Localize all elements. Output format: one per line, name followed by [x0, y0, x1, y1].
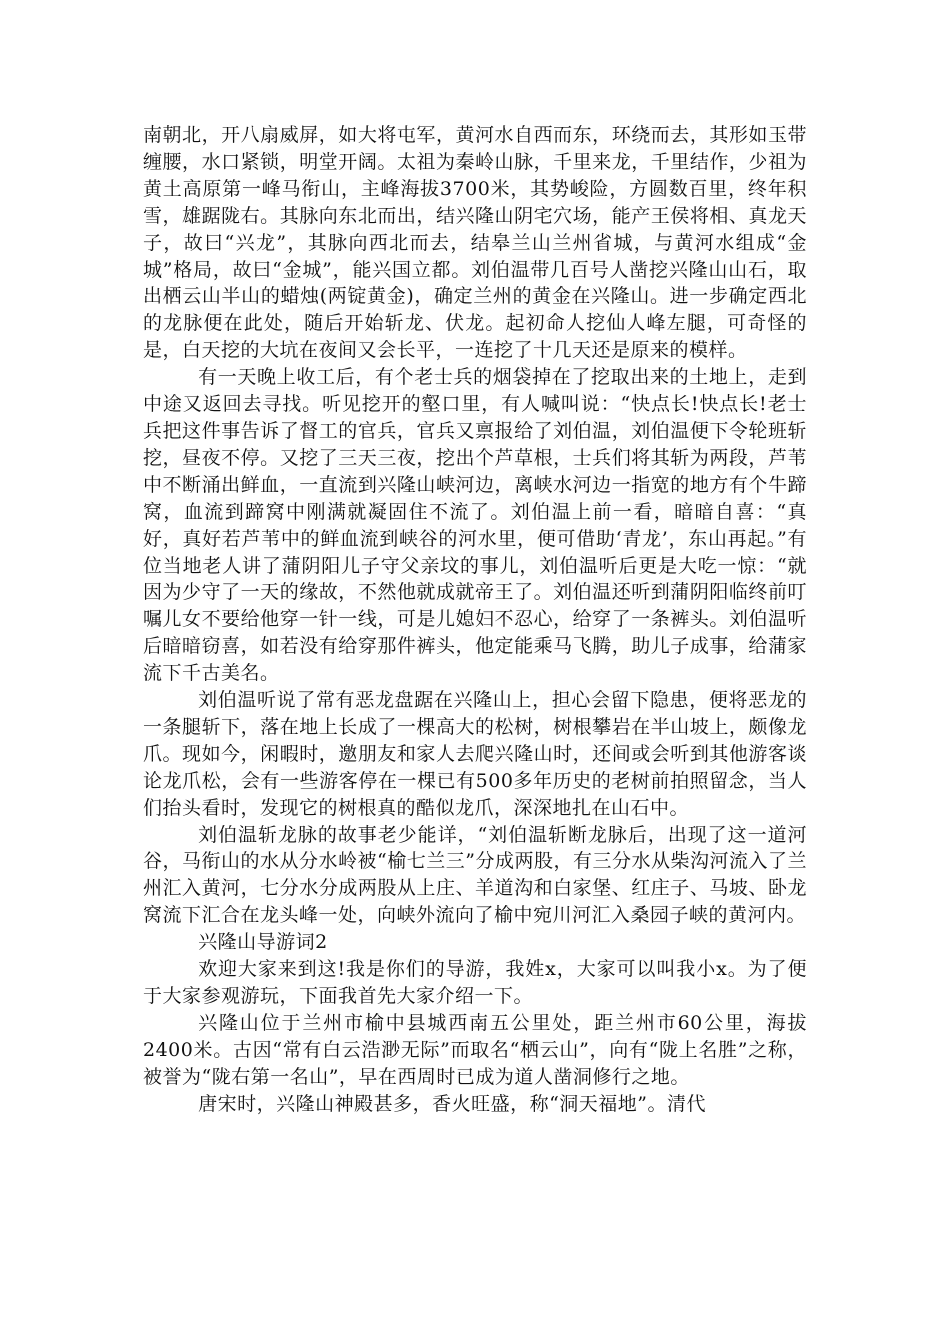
paragraph-night-story: 有一天晚上收工后，有个老士兵的烟袋掉在了挖取出来的土地上，走到中途又返回去寻找。听见挖开的壑口里，有人喊叫说：“快点长!快点长!老士兵把这件事告诉了督工的官兵，官兵又禀报给了刘伯温，刘伯温便下令轮班斩挖，昼夜不停。又挖了三天三夜，挖出个芦草根，士兵们将其斩为两段，芦苇中不断涌出鲜血，一直流到兴隆山峡河边，离峡水河边一指宽的地方有个牛蹄窝，血流到蹄窝中刚满就凝固住不流了。刘伯温上前一看，暗暗自喜：“真好，真好若芦苇中的鲜血流到峡谷的河水里，便可借助‘青龙’，东山再起。”有位当地老人讲了蒲阴阳儿子守父亲坟的事儿，刘伯温听后更是大吃一惊：“就因为少守了一天的缘故，不然他就成就帝王了。刘伯温还听到蒲阴阳临终前叮嘱儿女不要给他穿一针一线，可是儿媳妇不忍心，给穿了一条裤头。刘伯温听后暗暗窃喜，如若没有给穿那件裤头，他定能乘马飞腾，助儿子成事，给蒲家流下千古美名。: [143, 366, 807, 685]
paragraph-welcome: 欢迎大家来到这!我是你们的导游，我姓x，大家可以叫我小x。为了便于大家参观游玩，下面我首先大家介绍一下。: [143, 958, 807, 1007]
paragraph-dragon-claw-pine: 刘伯温听说了常有恶龙盘踞在兴隆山上，担心会留下隐患，便将恶龙的一条腿斩下，落在地上长成了一棵高大的松树，树根攀岩在半山坡上，颇像龙爪。现如今，闲暇时，邀朋友和家人去爬兴隆山时，还间或会听到其他游客谈论龙爪松，会有一些游客停在一棵已有500多年历史的老树前拍照留念，当人们抬头看时，发现它的树根真的酷似龙爪，深深地扎在山石中。: [143, 689, 807, 819]
paragraph-history: 唐宋时，兴隆山神殿甚多，香火旺盛，称“洞天福地”。清代: [198, 1092, 707, 1115]
section-heading: 兴隆山导游词2: [198, 931, 328, 954]
paragraph-location: 兴隆山位于兰州市榆中县城西南五公里处，距兰州市60公里，海拔2400米。古因“常有白云浩渺无际”而取名“栖云山”，向有“陇上名胜”之称，被誉为“陇右第一名山”，早在西周时已成为道人凿洞修行之地。: [143, 1011, 807, 1088]
document-body: [143, 122, 807, 1118]
paragraph-river-valley: 刘伯温斩龙脉的故事老少能详，“刘伯温斩断龙脉后，出现了这一道河谷，马衔山的水从分水岭被“榆七兰三”分成两股，有三分水从柴沟河流入了兰州汇入黄河，七分水分成两股从上庄、羊道沟和白家堡、红庄子、马坡、卧龙窝流下汇合在龙头峰一处，向峡外流向了榆中宛川河汇入桑园子峡的黄河内。: [143, 823, 807, 927]
paragraph-continuation: 南朝北，开八扇威屏，如大将屯军，黄河水自西而东，环绕而去，其形如玉带缠腰，水口紧锁，明堂开阔。太祖为秦岭山脉，千里来龙，千里结作，少祖为黄土高原第一峰马衔山，主峰海拔3700米，其势峻险，方圆数百里，终年积雪，雄踞陇右。其脉向东北而出，结兴隆山阴宅穴场，能产王侯将相、真龙天子，故曰“兴龙”，其脉向西北而去，结皋兰山兰州省城，与黄河水组成“金城”格局，故曰“金城”，能兴国立都。刘伯温带几百号人凿挖兴隆山山石，取出栖云山半山的蜡烛(两锭黄金)，确定兰州的黄金在兴隆山。进一步确定西北的龙脉便在此处，随后开始斩龙、伏龙。起初命人挖仙人峰左腿，可奇怪的是，白天挖的大坑在夜间又会长平，一连挖了十几天还是原来的模样。: [143, 124, 807, 362]
